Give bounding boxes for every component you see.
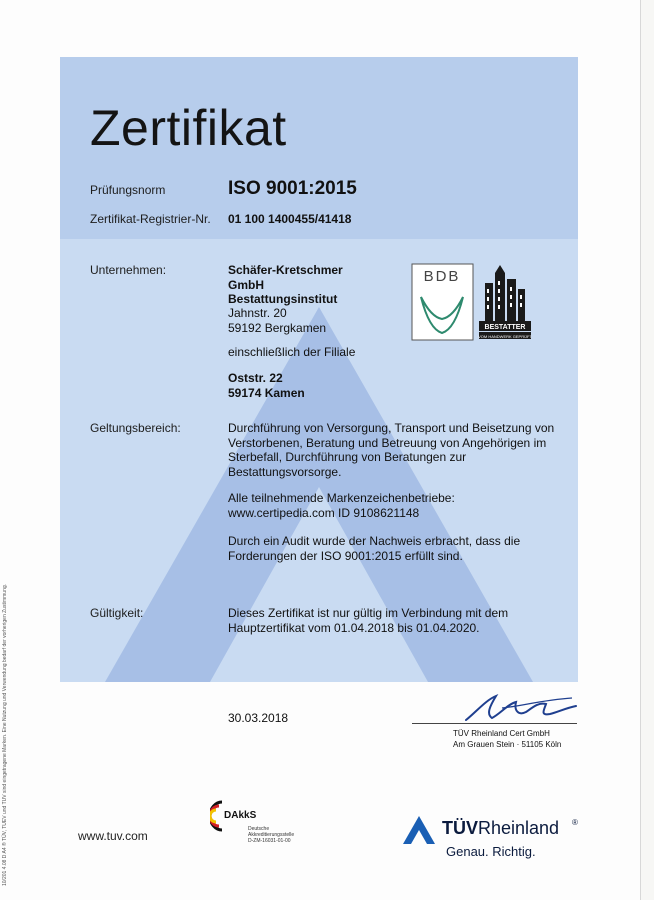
scope-text xyxy=(228,421,554,479)
issue-date: 30.03.2018 xyxy=(228,711,289,725)
validity-text xyxy=(228,606,508,635)
address-line: 59192 Bergkamen xyxy=(228,320,327,335)
signature-line xyxy=(412,723,577,724)
company-label: Unternehmen: xyxy=(90,263,167,277)
scope-line: Bestattungsvorsorge. xyxy=(228,464,342,479)
audit-text xyxy=(228,534,520,563)
bdb-badge-line2: VOM HANDWERK GEPRÜFT xyxy=(478,334,531,339)
company-name xyxy=(228,263,343,307)
norm-value: ISO 9001:2015 xyxy=(228,178,357,199)
scope-line: Durchführung von Versorgung, Transport und Beisetzung von xyxy=(228,421,555,435)
page-title: Zertifikat xyxy=(90,100,287,156)
dakks-name: DAkkS xyxy=(224,810,257,821)
tuv-slogan: Genau. Richtig. xyxy=(446,844,536,859)
issuer-name: TÜV Rheinland Cert GmbH xyxy=(453,729,550,738)
tuv-name xyxy=(442,818,559,839)
issuer-address: Am Grauen Stein · 51105 Köln xyxy=(453,740,562,749)
branch-line: 59174 Kamen xyxy=(228,385,305,400)
side-note: 10/201 4.08 D A4 ® TÜV, TUEV und TUV sind eingetragene Marken. Eine Nutzung und Verwendung bedarf der vorherigen Zustimmung. xyxy=(2,583,8,886)
address-line: Jahnstr. 20 xyxy=(228,306,287,320)
validity-line: Hauptzertifikat vom 01.04.2018 bis 01.04.2020. xyxy=(228,620,480,635)
company-name-line: Schäfer-Kretschmer xyxy=(228,263,343,277)
tuv-prefix: TÜV xyxy=(442,818,478,838)
branch-address xyxy=(228,371,305,400)
dakks-line: Deutsche xyxy=(248,826,270,832)
tuv-rheinland-logo-icon xyxy=(400,812,585,862)
dakks-line: D-ZM-16031-01-00 xyxy=(248,838,291,844)
reg-label: Zertifikat-Registrier-Nr. xyxy=(90,212,211,226)
branch-line: Oststr. 22 xyxy=(228,371,283,385)
tuv-registered: ® xyxy=(572,818,578,827)
validity-line: Dieses Zertifikat ist nur gültig im Verbindung mit dem xyxy=(228,606,509,620)
validity-label: Gültigkeit: xyxy=(90,606,144,620)
participants-text xyxy=(228,491,455,520)
signature-icon xyxy=(462,690,582,730)
scope-label: Geltungsbereich: xyxy=(90,421,181,435)
company-name-line: GmbH xyxy=(228,277,264,292)
bdb-letters: BDB xyxy=(423,268,461,285)
bdb-logo-icon xyxy=(411,263,531,343)
participants-line: Alle teilnehmende Markenzeichenbetriebe: xyxy=(228,491,455,505)
branch-intro: einschließlich der Filiale xyxy=(228,345,356,359)
company-address xyxy=(228,306,326,335)
reg-value: 01 100 1400455/41418 xyxy=(228,212,352,226)
norm-label: Prüfungsnorm xyxy=(90,183,166,197)
participants-line: www.certipedia.com ID 9108621148 xyxy=(228,505,420,520)
audit-line: Forderungen der ISO 9001:2015 erfüllt sind. xyxy=(228,548,463,563)
tuv-suffix: Rheinland xyxy=(478,818,560,838)
company-name-line: Bestattungsinstitut xyxy=(228,292,338,306)
dakks-line: Akkreditierungsstelle xyxy=(248,832,295,838)
bdb-badge-line1: BESTATTER xyxy=(484,324,526,331)
footer-website: www.tuv.com xyxy=(78,829,148,843)
audit-line: Durch ein Audit wurde der Nachweis erbracht, dass die xyxy=(228,534,521,548)
certificate-panel xyxy=(60,57,578,682)
dakks-logo-icon xyxy=(210,800,330,850)
scope-line: Verstorbenen, Beratung und Betreuung von Angehörigen im xyxy=(228,435,547,450)
scope-line: Sterbefall, Durchführung von Beratungen zur xyxy=(228,450,467,464)
